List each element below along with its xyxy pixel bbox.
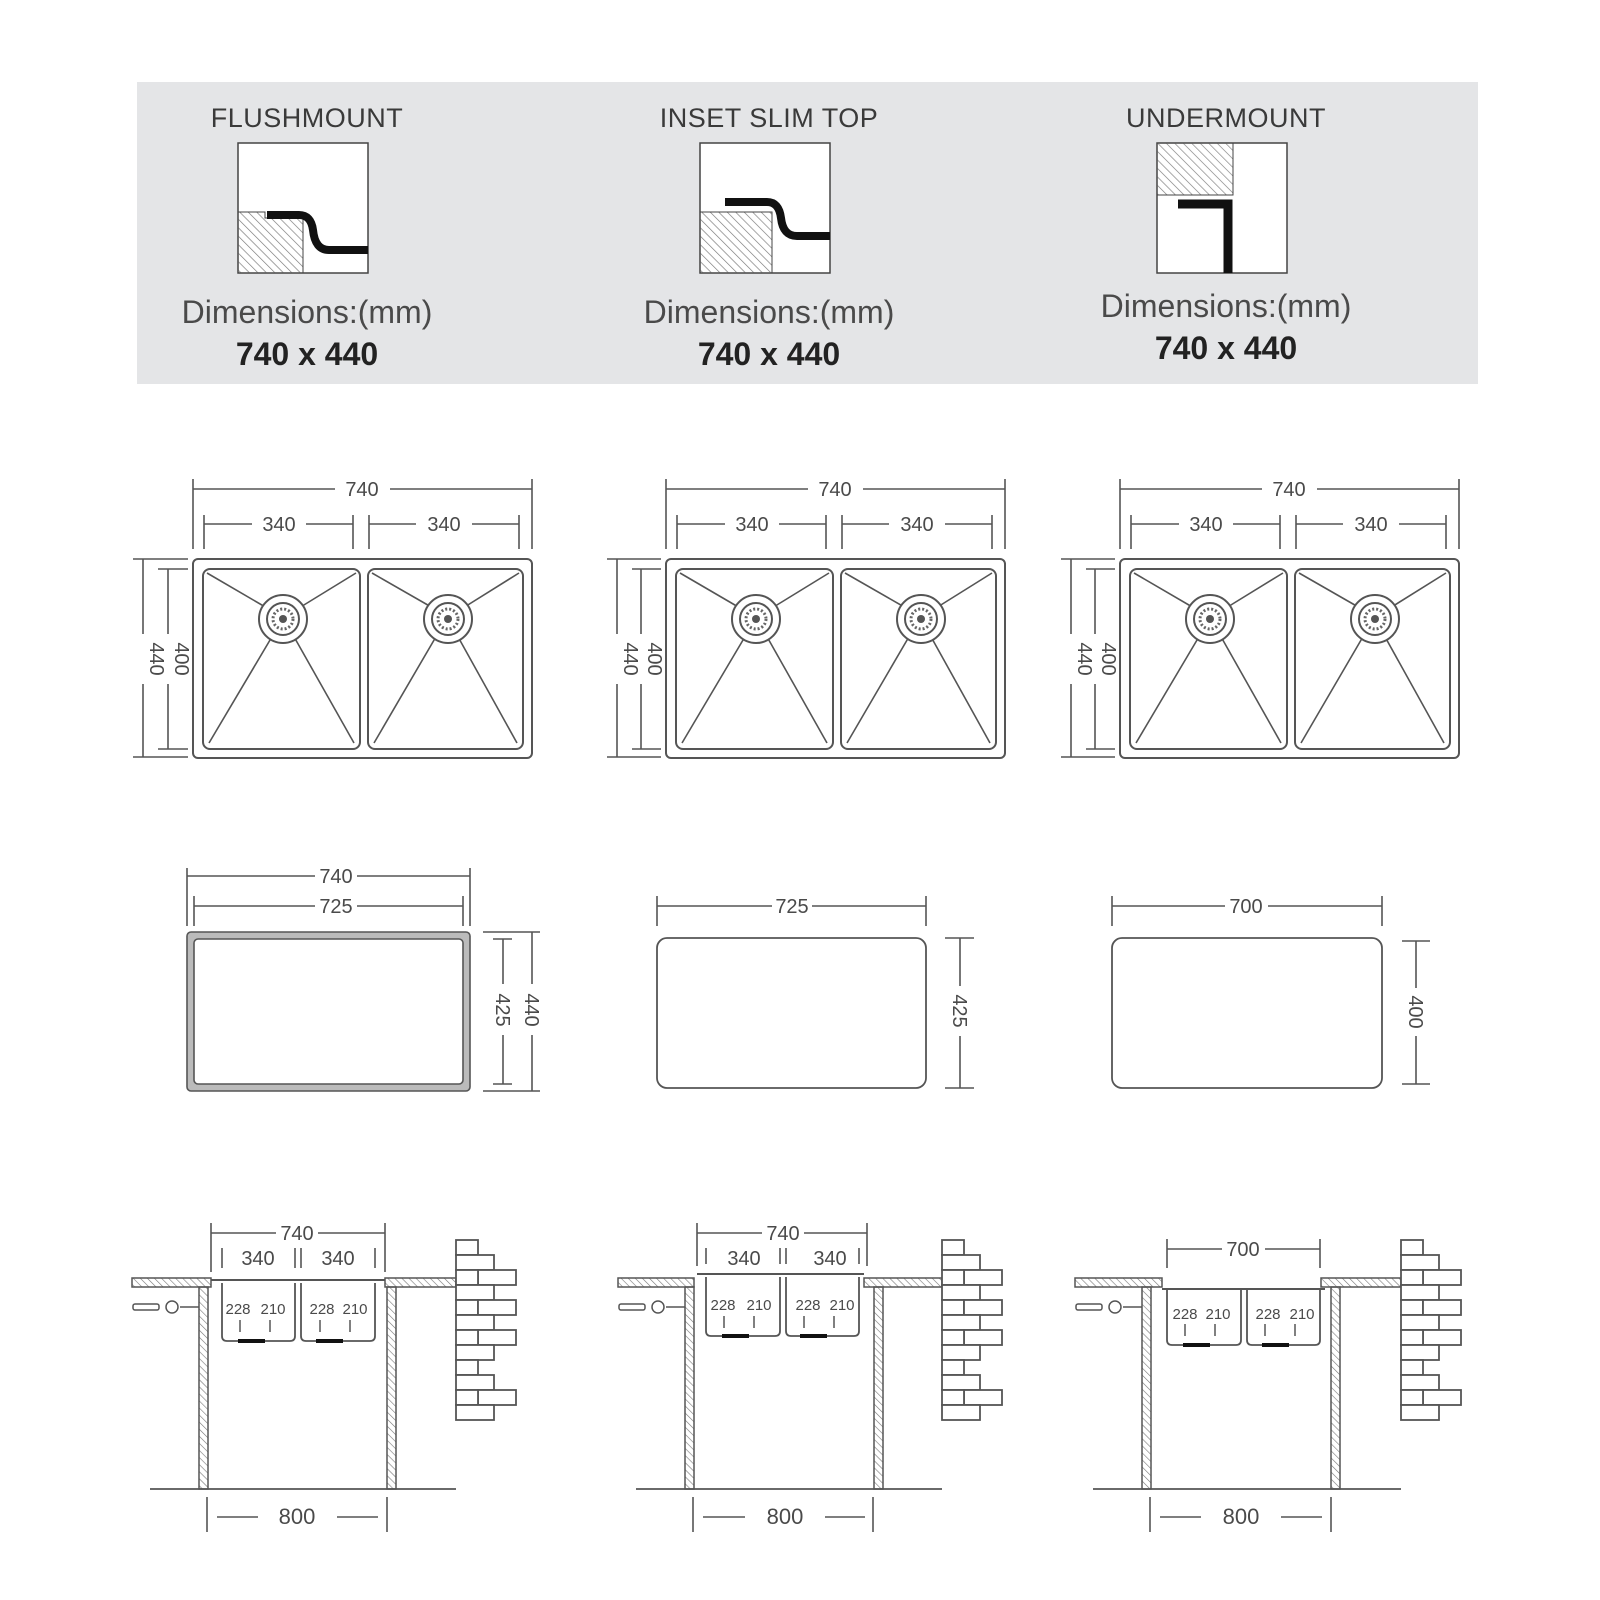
- plan-view-flushmount: [133, 479, 532, 758]
- plan-view-undermount: [1061, 479, 1459, 758]
- dim-bowl-left: 340: [241, 1248, 275, 1270]
- dimensions-label: Dimensions:(mm): [643, 294, 895, 330]
- dim-cabinet-width: 800: [278, 1504, 316, 1529]
- dim-bowl-depth-c: 228: [795, 1297, 821, 1314]
- dim-bowl-depth-c: 228: [309, 1301, 335, 1318]
- dimensions-label: Dimensions:(mm): [1100, 288, 1352, 324]
- mount-title: FLUSHMOUNT: [210, 103, 404, 133]
- mount-title: UNDERMOUNT: [1126, 103, 1326, 133]
- dim-bowl-right: 340: [321, 1248, 355, 1270]
- dim-bowl-depth-a: 228: [225, 1301, 251, 1318]
- dim-cutout-depth: 425: [948, 994, 970, 1028]
- dim-top-width: 740: [280, 1223, 314, 1245]
- dim-bowl-right: 340: [427, 514, 461, 536]
- dimensions-value: 740 x 440: [697, 336, 841, 372]
- dim-bowl-left: 340: [727, 1248, 761, 1270]
- dim-bowl-depth-d: 210: [1289, 1306, 1315, 1323]
- dim-bowl-right: 340: [813, 1248, 847, 1270]
- dim-bowl-right: 340: [900, 514, 934, 536]
- dim-bowl-depth-d: 210: [829, 1297, 855, 1314]
- dim-inner-width: 725: [319, 896, 353, 918]
- section-inset-slim-top: [618, 1223, 1002, 1532]
- plan-view-inset-slim-top: [607, 479, 1005, 758]
- dimensions-value: 740 x 440: [235, 336, 379, 372]
- dim-bowl-left: 340: [735, 514, 769, 536]
- mount-title: INSET SLIM TOP: [659, 103, 879, 133]
- dim-overall-width: 740: [818, 479, 852, 501]
- dim-top-width: 700: [1226, 1239, 1260, 1261]
- dim-overall-width: 740: [1272, 479, 1306, 501]
- section-flushmount: [132, 1223, 516, 1532]
- dim-bowl-left: 340: [262, 514, 296, 536]
- dim-overall-depth: 440: [145, 642, 167, 676]
- dim-bowl-depth-b: 210: [746, 1297, 772, 1314]
- dim-outer-width: 740: [319, 866, 353, 888]
- cutout-undermount: [1112, 896, 1430, 1088]
- dim-outer-depth: 440: [520, 993, 542, 1027]
- dim-bowl-depth: 400: [1097, 642, 1119, 676]
- dim-bowl-right: 340: [1354, 514, 1388, 536]
- dim-inner-depth: 425: [491, 993, 513, 1027]
- dim-bowl-left: 340: [1189, 514, 1223, 536]
- dim-cutout-depth: 400: [1404, 995, 1426, 1029]
- dim-bowl-depth-d: 210: [342, 1301, 368, 1318]
- dim-bowl-depth-b: 210: [1205, 1306, 1231, 1323]
- dim-bowl-depth: 400: [170, 642, 192, 676]
- dim-bowl-depth-a: 228: [1172, 1306, 1198, 1323]
- dimensions-value: 740 x 440: [1154, 330, 1298, 366]
- dim-bowl-depth-b: 210: [260, 1301, 286, 1318]
- dim-cutout-width: 700: [1229, 896, 1263, 918]
- section-undermount: [1075, 1239, 1461, 1532]
- dim-cabinet-width: 800: [1222, 1504, 1260, 1529]
- dim-bowl-depth-a: 228: [710, 1297, 736, 1314]
- dim-bowl-depth: 400: [643, 642, 665, 676]
- cutout-flushmount: [187, 866, 542, 1091]
- dim-overall-width: 740: [345, 479, 379, 501]
- dim-overall-depth: 440: [1073, 642, 1095, 676]
- dim-top-width: 740: [766, 1223, 800, 1245]
- cutout-inset-slim-top: [657, 896, 974, 1088]
- dim-cabinet-width: 800: [766, 1504, 804, 1529]
- dim-cutout-width: 725: [775, 896, 809, 918]
- dim-overall-depth: 440: [619, 642, 641, 676]
- dimensions-label: Dimensions:(mm): [181, 294, 433, 330]
- dim-bowl-depth-c: 228: [1255, 1306, 1281, 1323]
